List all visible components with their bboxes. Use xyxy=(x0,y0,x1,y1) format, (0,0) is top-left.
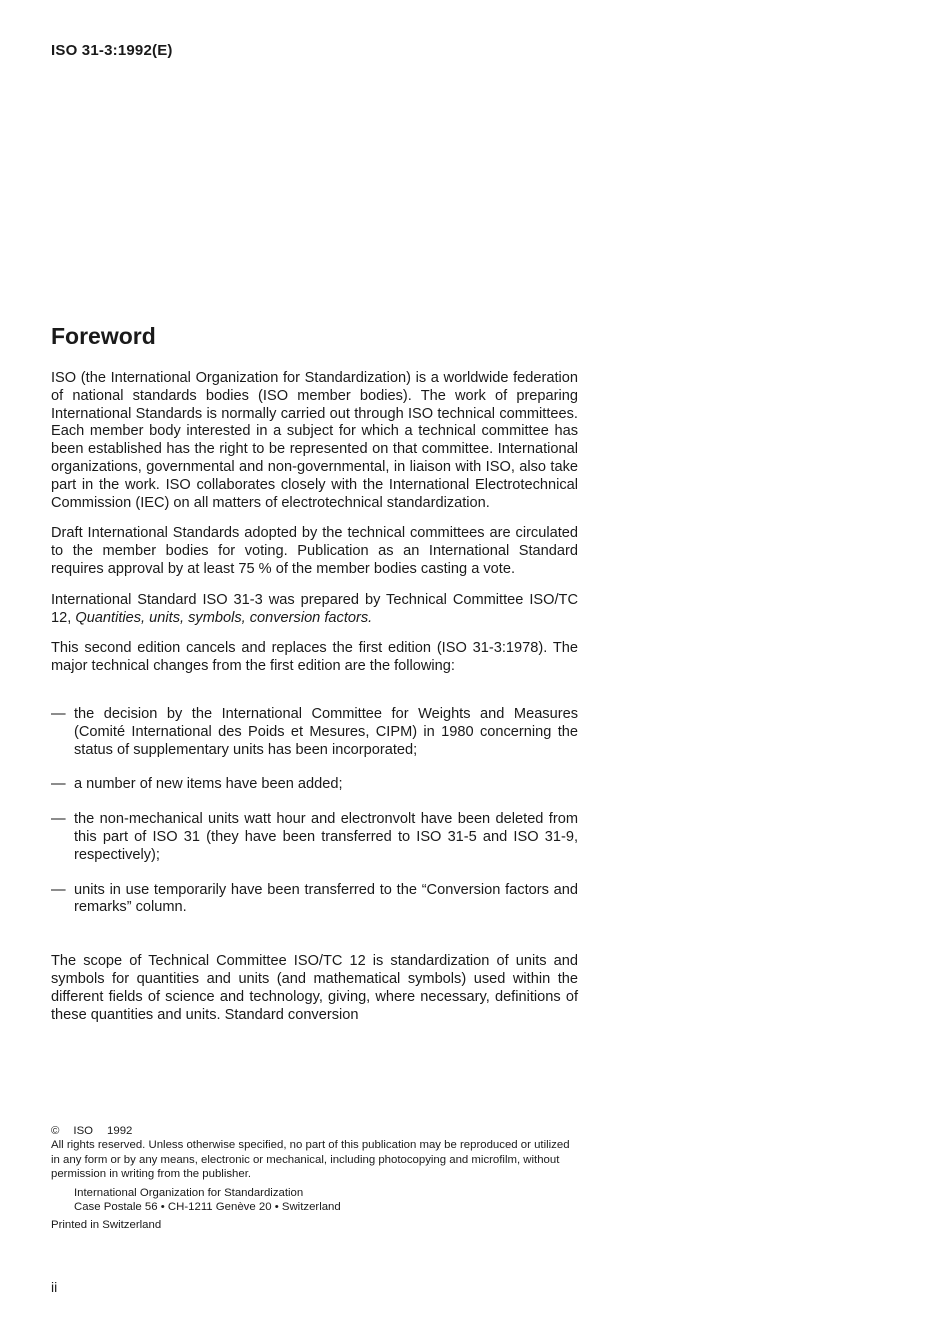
dash-bullet: — xyxy=(51,705,66,722)
page-title: Foreword xyxy=(51,323,156,349)
list-item-text: the non-mechanical units watt hour and electronvolt have been deleted from this part of ISO 31 (they have been transferred to ISO 31-5 and ISO 31-9, respectively); xyxy=(74,811,578,863)
prepared-by-text: International Standard ISO 31-3 was prepared by Technical Committee ISO/TC 12, xyxy=(51,591,578,626)
publisher-address xyxy=(51,1186,581,1215)
document-id-header: ISO 31-3:1992(E) xyxy=(51,42,173,59)
list-item-text: the decision by the International Committee for Weights and Measures (Comité International des Poids et Mesures, CIPM) in 1980 concerning the status of supplementary units has been incorporated; xyxy=(74,705,578,758)
paragraph-edition: This second edition cancels and replaces the first edition (ISO 31-3:1978). The major technical changes from the first edition are the following: xyxy=(51,640,578,675)
list-item xyxy=(51,706,578,759)
list-item-text: a number of new items have been added; xyxy=(74,776,343,793)
foreword-body xyxy=(51,370,578,1037)
list-item xyxy=(51,776,578,794)
list-item-text: units in use temporarily have been transferred to the “Conversion factors and remarks” column. xyxy=(74,881,578,916)
address-line-1: International Organization for Standardization xyxy=(74,1186,304,1199)
list-item xyxy=(51,811,578,864)
paragraph-prepared-by xyxy=(51,592,578,628)
list-item xyxy=(51,882,578,918)
paragraph-iso-intro: ISO (the International Organization for Standardization) is a worldwide federation of national standards bodies (ISO member bodies). The work of preparing International Standards is normally carried out through ISO technical committees. Each member body interested in a subject for which a technical committee has been established has the right to be represented on that committee. International organizations, governmental and non-governmental, in liaison with ISO, also take part in the work. ISO collaborates closely with the International Electrotechnical Commission (IEC) on all matters of electrotechnical standardization. xyxy=(51,370,578,511)
copyright-org: ISO xyxy=(73,1125,94,1137)
changes-list xyxy=(51,706,578,917)
copyright-year: 1992 xyxy=(107,1125,133,1137)
dash-bullet: — xyxy=(51,776,66,793)
paragraph-draft-standards: Draft International Standards adopted by the technical committees are circulated to the member bodies for voting. Publication as an International Standard requires approval by at least 75 % of the member bodies casting a vote. xyxy=(51,525,578,577)
printed-in: Printed in Switzerland xyxy=(51,1219,162,1232)
copyright-symbol: © xyxy=(51,1125,60,1137)
copyright-line xyxy=(51,1124,581,1138)
dash-bullet: — xyxy=(51,881,66,898)
page-number: ii xyxy=(51,1279,58,1295)
copyright-notice xyxy=(51,1124,581,1233)
paragraph-scope: The scope of Technical Committee ISO/TC 12 is standardization of units and symbols for quantities and units (and mathematical symbols) used within the different fields of science and technology, giving, where necessary, definitions of these quantities and units. Standard conversion xyxy=(51,953,578,1023)
committee-title: Quantities, units, symbols, conversion factors. xyxy=(75,609,373,626)
dash-bullet: — xyxy=(51,811,66,828)
rights-statement: All rights reserved. Unless otherwise specified, no part of this publication may be reproduced or utilized in any form or by any means, electronic or mechanical, including photocopying and microfilm, without permission in writing from the publisher. xyxy=(51,1139,570,1181)
address-line-2: Case Postale 56 • CH-1211 Genève 20 • Switzerland xyxy=(74,1201,341,1214)
